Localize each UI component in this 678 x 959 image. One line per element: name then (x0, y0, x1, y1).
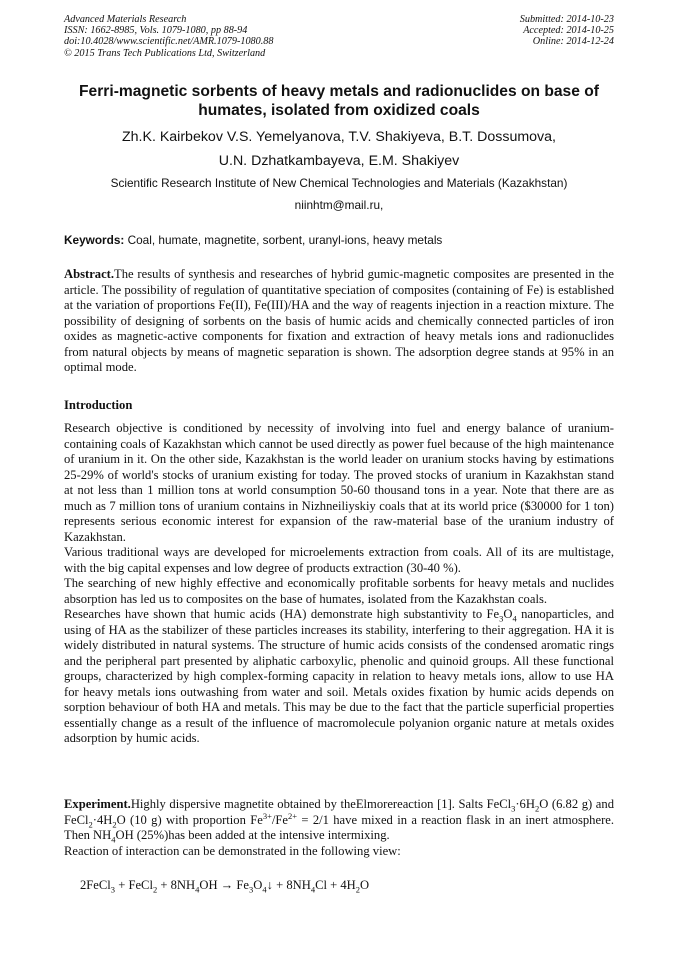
keywords (64, 233, 442, 247)
accepted-date: Accepted: 2014-10-25 (523, 25, 614, 37)
title-line-2: humates, isolated from oxidized coals (198, 102, 480, 119)
online-date: Online: 2014-12-24 (532, 36, 614, 48)
abstract-label: Abstract. (64, 267, 115, 281)
intro-paragraph-1: Research objective is conditioned by necessity of involving into fuel and energy balance of uranium-containing coals of Kazakhstan which cannot be used directly as power fuel because of the high maintenance of uranium in it. On the other side, Kazakhstan is the world leader on uranium stocks having by estimations 25-29% of world's stocks of uranium existing for today. The proved stocks of uranium in Kazakhstan stand at not less than 1 million tons at world consumption 50-60 thousand tons in a year. Note that there are as much as 7 million tons of uranium contains in Nizhneiliyskiy coals that at its world price ($30000 for 1 ton) represents serious economic interest for expansion of the raw-material base of the uranium industry of Kazakhstan. (64, 421, 614, 544)
keywords-text: Coal, humate, magnetite, sorbent, uranyl-ions, heavy metals (124, 233, 443, 247)
reaction-intro: Reaction of interaction can be demonstrated in the following view: (64, 843, 401, 858)
submitted-date: Submitted: 2014-10-23 (519, 14, 614, 25)
authors (40, 125, 638, 173)
intro-paragraph-2: Various traditional ways are developed for microelements extraction from coals. All of its are multistage, with the big capital expenses and low degree of products extraction (30-40 %). (64, 545, 614, 575)
paper-title (40, 82, 638, 120)
abstract (64, 267, 614, 376)
doi: doi:10.4028/www.scientific.net/AMR.1079-1080.88 (64, 36, 274, 48)
authors-line-2: U.N. Dzhatkambayeva, E.M. Shakiyev (218, 153, 460, 169)
copyright: © 2015 Trans Tech Publications Ltd, Switzerland (64, 47, 266, 59)
experiment-label: Experiment. (64, 797, 131, 811)
intro-paragraph-3: The searching of new highly effective and economically profitable sorbents for heavy metals and nuclides absorption has led us to composites on the base of humates, isolated from the Kazakhstan coals. (64, 576, 614, 606)
introduction-body (64, 421, 614, 747)
intro-heading: Introduction (64, 398, 133, 412)
submission-dates (520, 14, 614, 48)
abstract-text: The results of synthesis and researches of hybrid gumic-magnetic composites are presented in the article. The possibility of regulation of quantitative speciation of composites (containing of Fe) is established at the variation of proportions Fe(II), Fe(III)/HA and the way of reagents injection in a reaction mixture. The possibility of designing of sorbents on the basis of humic acids and chemically connected particles of iron oxides as magnetic-active components for fixation and extraction of heavy metals ions and radionuclides from natural objects by means of magnetic separation is shown. The adsorption degree stands at 95% in an optimal mode. (64, 267, 614, 374)
issn: ISSN: 1662-8985, Vols. 1079-1080, pp 88-94 (64, 25, 248, 37)
keywords-label: Keywords: (64, 233, 125, 247)
experiment-body (64, 797, 614, 859)
reaction-equation: 2FeCl$_3$ + FeCl$_2$ + $8NH_4OH$ → $Fe_3O_4↓ + 8NH_4Cl + 4H_2O$ (80, 878, 370, 895)
email: niinhtm@mail.ru, (294, 198, 384, 212)
title-line-1: Ferri-magnetic sorbents of heavy metals and radionuclides on base of (79, 83, 599, 100)
journal-info (64, 14, 273, 59)
affiliation: Scientific Research Institute of New Chemical Technologies and Materials (Kazakhstan) (110, 176, 568, 190)
authors-line-1: Zh.K. Kairbekov V.S. Yemelyanova, T.V. Shakiyeva, B.T. Dossumova, (121, 129, 556, 145)
journal-name: Advanced Materials Research (64, 14, 187, 25)
experiment-paragraph: Experiment.Highly dispersive magnetite obtained by theElmorereaction [1]. Salts $FeCl_3\cdot 6H_2O$ (6.82 g) and $FeCl_2\cdot 4H_2O$ (10 g) with proportion $Fe^{3+}/Fe^{2+} = 2/1$ have mixed in a reaction flask in an inert atmosphere. Then $NH_4OH$ (25%)has been added at the intensive intermixing. (64, 797, 614, 845)
intro-paragraph-4: Researches have shown that humic acids (HA) demonstrate high substantivity to $Fe_3O_4$ nanoparticles, and using of HA as the stabilizer of these particles increases its stability, interfering to their aggregation. HA it is widely distributed in natural systems. The structure of humic acids consists of the condensed aromatic rings and the peripheral part presented by aliphatic carboxylic, phenolic and quinoid groups. All these functional groups, characterized by high complex-forming capacity in relation to heavy metals ions, allow to use HA for heavy metals ions outwashing from water and soil. Metals oxides fixation by humic acids depends on sorption behaviour of both HA and metals. This may be due to the fact that the particle superficial properties essentially change as a result of the influence of macromolecule polyanion organic nature at metals oxides adsorption by humic acids. (64, 607, 614, 745)
